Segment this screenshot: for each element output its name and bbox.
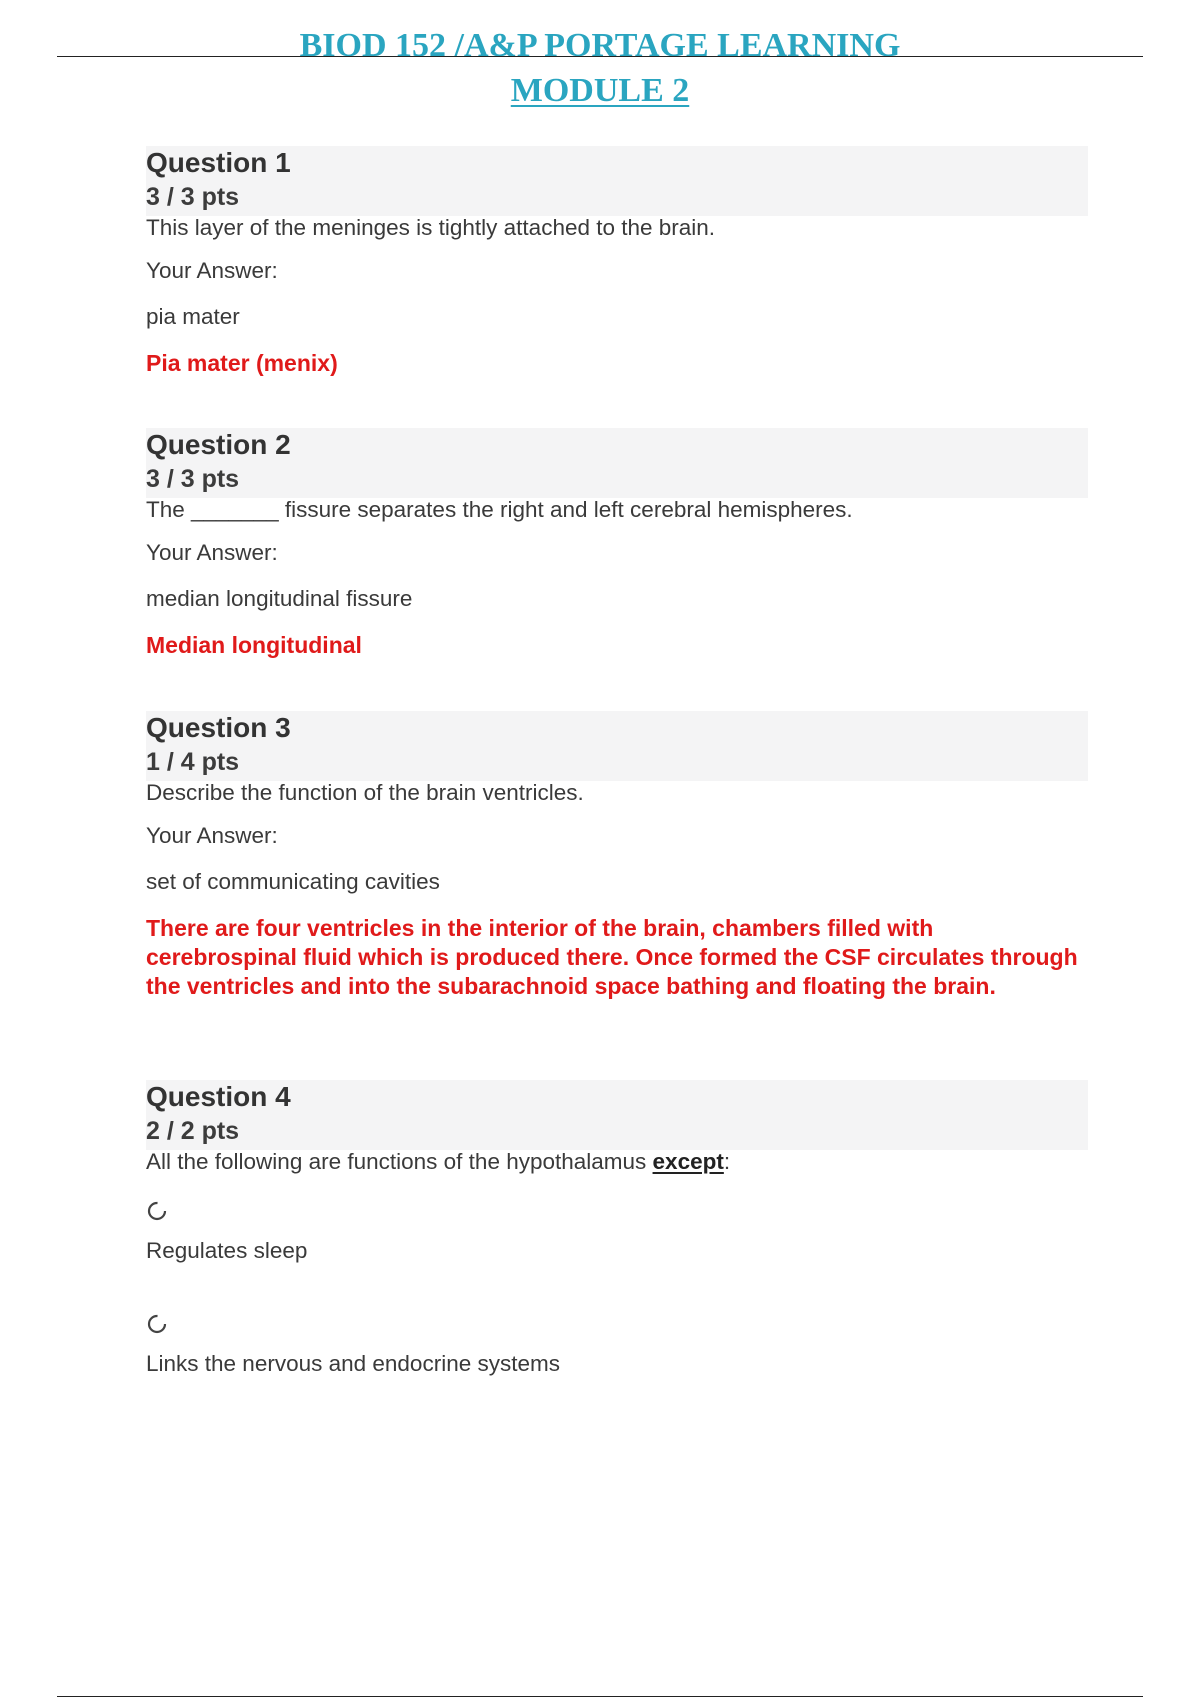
bottom-rule [57, 1696, 1143, 1697]
question-header [146, 146, 1088, 216]
question-3 [146, 711, 1088, 999]
answer-option-label: Links the nervous and endocrine systems [146, 1351, 560, 1376]
correct-answer: There are four ventricles in the interior of the brain, chambers filled with cerebrospinal fluid which is produced there. Once formed the CSF circulates through the ventricles and into the subarachnoid space bathing and floating the brain. [146, 915, 1078, 999]
your-answer-label: Your Answer: [146, 258, 278, 283]
your-answer-label: Your Answer: [146, 823, 278, 848]
question-text: The _______ fissure separates the right and left cerebral hemispheres. [146, 497, 853, 522]
question-1 [146, 146, 1088, 376]
student-answer: median longitudinal fissure [146, 586, 413, 611]
answer-option-label: Regulates sleep [146, 1238, 308, 1263]
question-text: Describe the function of the brain ventricles. [146, 780, 584, 805]
question-points: 3 / 3 pts [146, 183, 240, 211]
correct-answer: Median longitudinal [146, 632, 362, 658]
question-text [146, 1147, 730, 1177]
radio-button-icon[interactable] [146, 1313, 168, 1335]
question-header [146, 1080, 1088, 1150]
question-text-main: All the following are functions of the hypothalamus [146, 1149, 653, 1174]
radio-button-icon[interactable] [146, 1200, 168, 1222]
student-answer: set of communicating cavities [146, 869, 440, 894]
correct-answer: Pia mater (menix) [146, 350, 338, 376]
header-title-line1: BIOD 152 /A&P PORTAGE LEARNING [299, 27, 901, 56]
question-text-end: : [723, 1149, 731, 1174]
question-2 [146, 428, 1088, 658]
student-answer: pia mater [146, 304, 240, 329]
question-title: Question 1 [146, 147, 291, 178]
question-title: Question 4 [146, 1081, 291, 1112]
question-points: 1 / 4 pts [146, 748, 240, 776]
question-header [146, 428, 1088, 498]
question-4 [146, 1080, 1088, 1376]
question-points: 2 / 2 pts [146, 1117, 240, 1145]
your-answer-label: Your Answer: [146, 540, 278, 565]
question-title: Question 2 [146, 429, 291, 460]
header-title-line2: MODULE 2 [510, 72, 690, 109]
question-header [146, 711, 1088, 781]
top-rule [57, 56, 1143, 57]
question-text: This layer of the meninges is tightly attached to the brain. [146, 215, 716, 240]
question-points: 3 / 3 pts [146, 465, 240, 493]
question-title: Question 3 [146, 712, 291, 743]
question-text-emphasis: except [652, 1149, 724, 1174]
